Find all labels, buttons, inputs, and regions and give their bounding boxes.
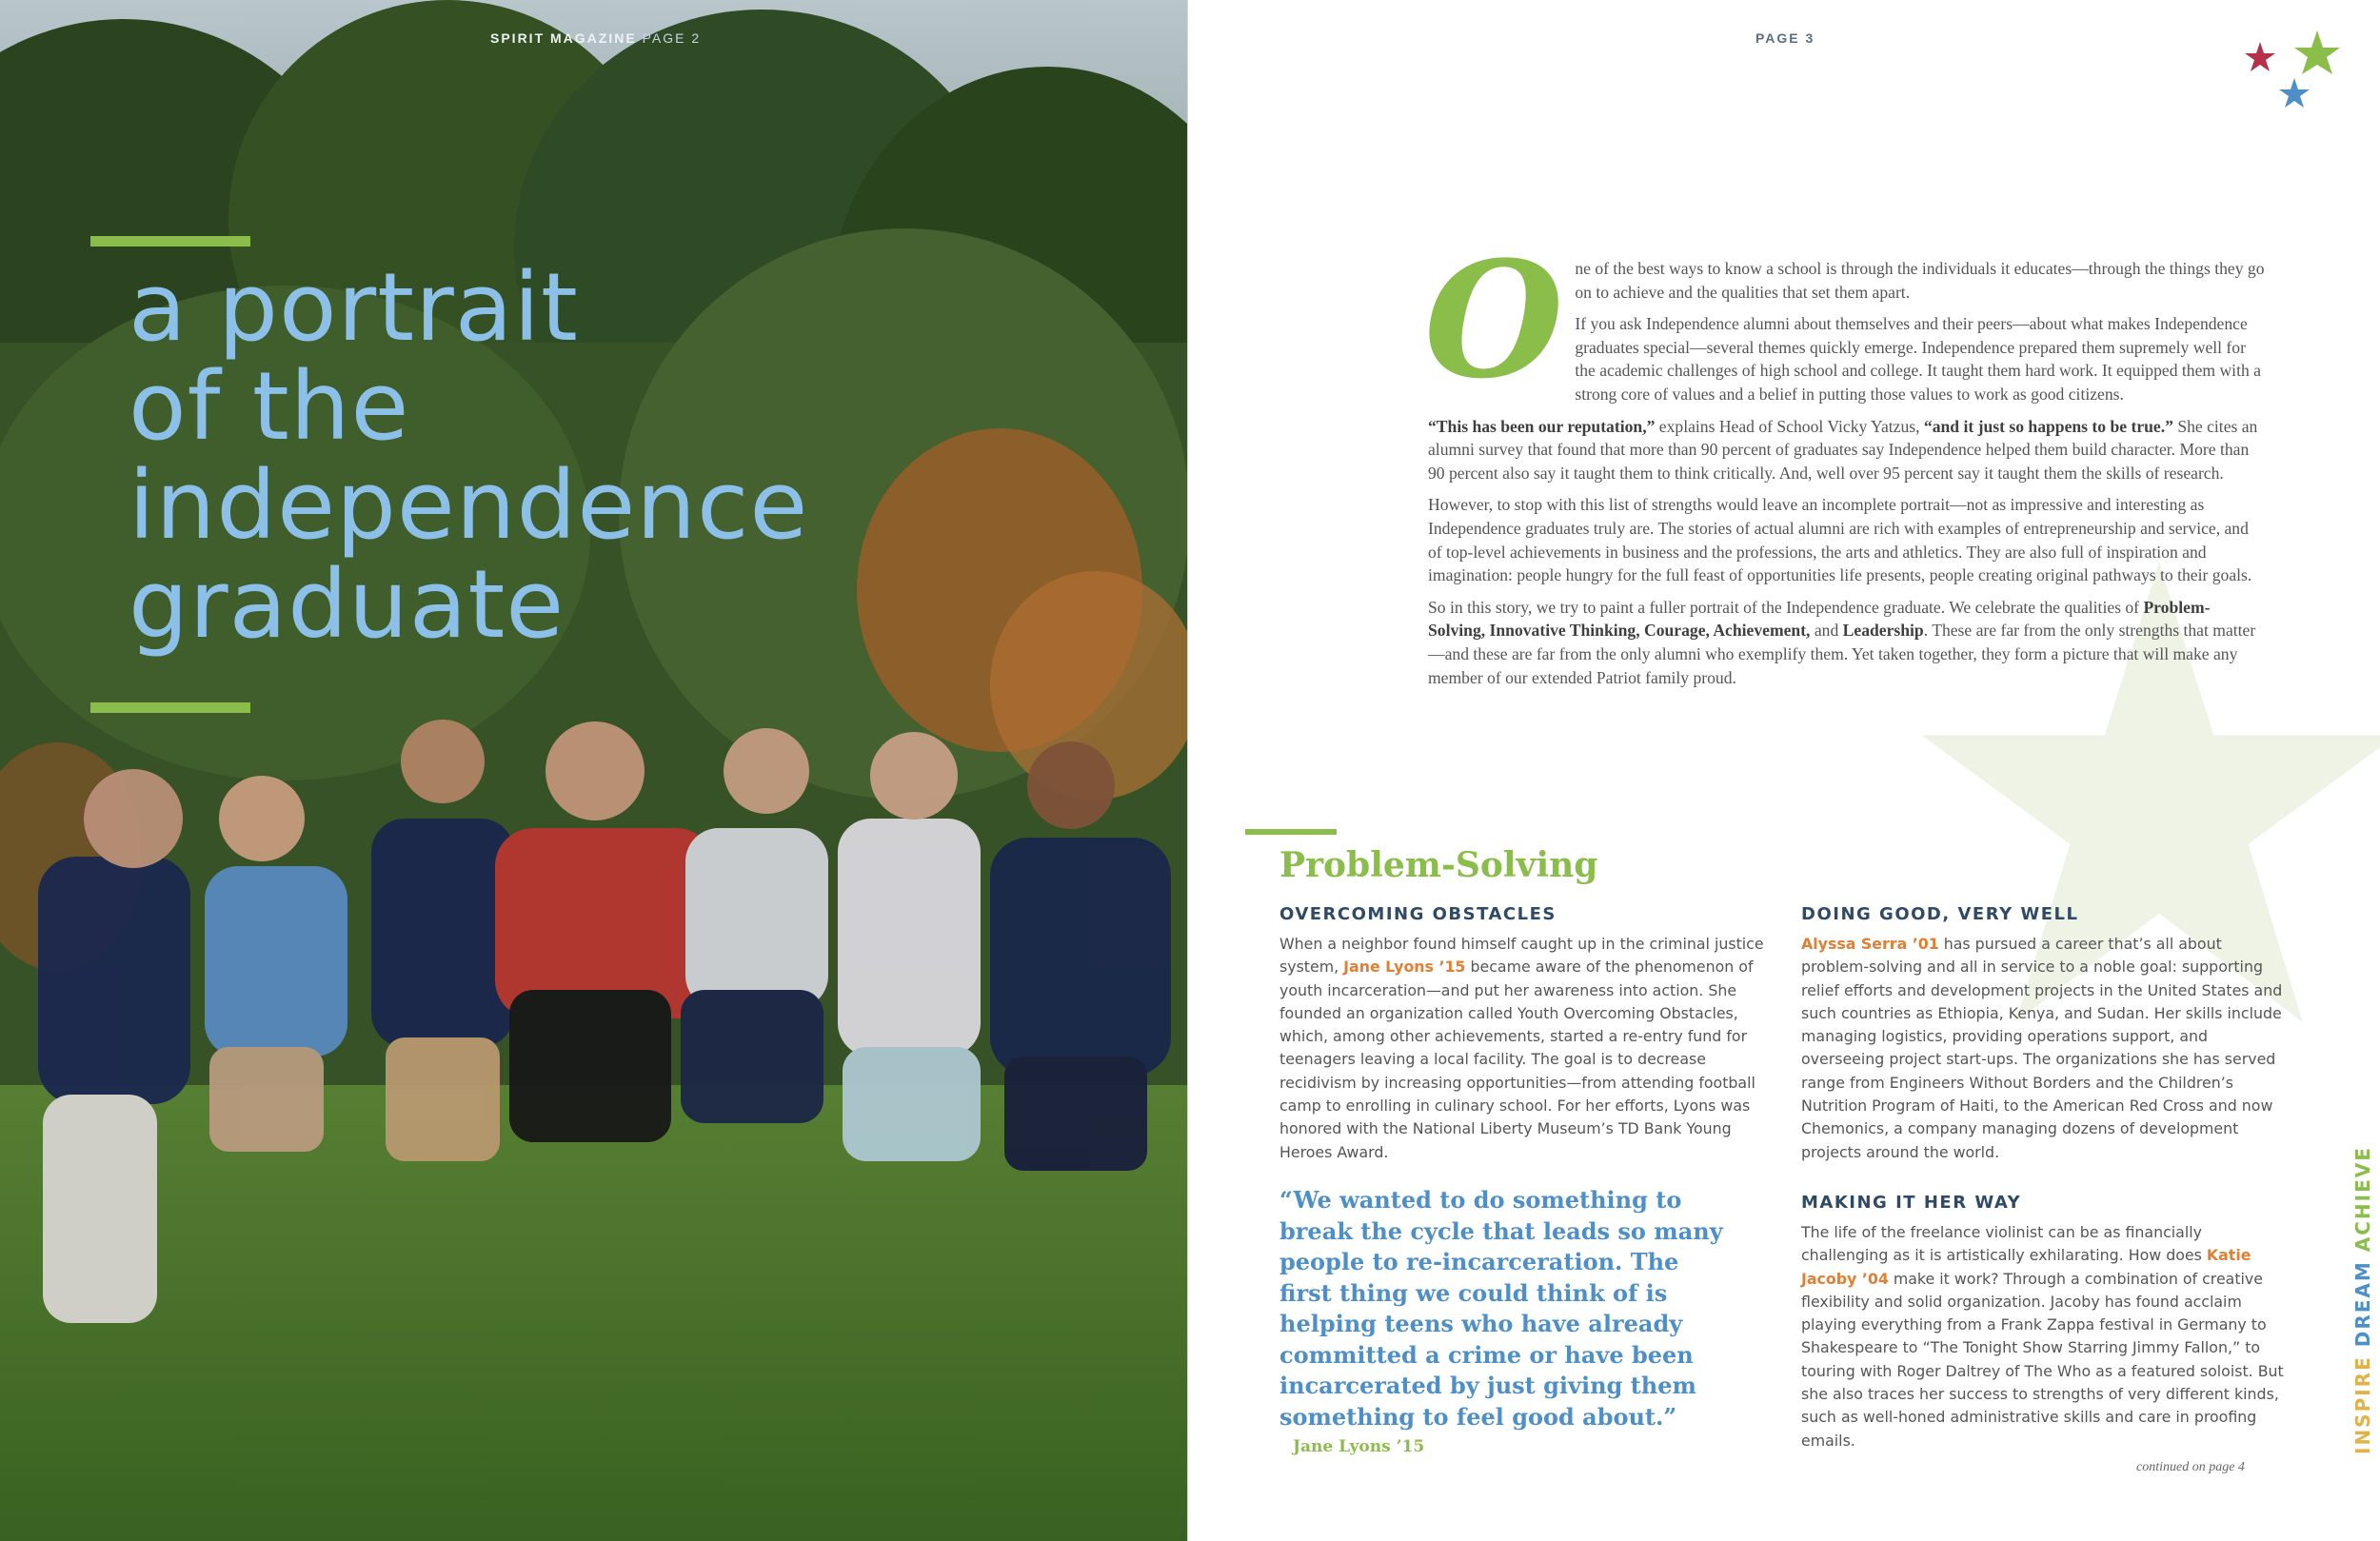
right-page — [1188, 0, 2380, 1541]
text-run: The life of the freelance violinist can be as financially challenging as it is artistically exhilarating. How does — [1801, 1223, 2207, 1265]
headline-line: of the — [129, 352, 410, 462]
intro-text — [1424, 226, 2266, 698]
pull-quote: “We wanted to do something to break the cycle that leads so many people to re-incarceration. The first thing we could think of is helping teens who have already committed a crime or have been incarcerated by just giving them something to feel good about.” — [1279, 1186, 1723, 1431]
headline — [129, 253, 809, 660]
alumni-name: Katie Jacoby ’04 — [1801, 1246, 2251, 1288]
article-body — [1801, 1221, 2291, 1452]
tagline-word: DREAM — [2351, 1260, 2374, 1348]
text-run: and — [1810, 621, 1843, 641]
text-run: became aware of the phenomenon of youth incarceration—and put her awareness into action. She founded an organization called Youth Overcoming Obstacles, which, among other achievements, started a re-entry fund for teenagers leaving a local facility. The goal is to decrease recidivism by increasing opportunities—from attending football camp to enrolling in culinary school. For her efforts, Lyons was honored with the National Liberty Museum’s TD Bank Young Heroes Award. — [1279, 958, 1755, 1161]
quote-bold: “This has been our reputation,” — [1428, 416, 1656, 436]
intro-paragraph-1: ne of the best ways to know a school is through the individuals it educates—through the things they go on to achieve and the qualities that set them apart. — [1575, 259, 2265, 302]
article-heading: DOING GOOD, VERY WELL — [1801, 904, 2079, 924]
article-body — [1801, 933, 2291, 1164]
page-header-left — [490, 30, 701, 46]
text-run: . These are far from the only strengths that matter—and these are far from the only alumni who exemplify them. Yet taken together, they form a picture that will make any member of our extended Patriot family proud. — [1428, 621, 2256, 687]
tagline — [2351, 1146, 2374, 1454]
quote-bold: “and it just so happens to be true.” — [1923, 416, 2173, 436]
article-body — [1279, 933, 1775, 1164]
tagline-word: INSPIRE — [2351, 1355, 2374, 1454]
stars-logo-icon — [2239, 27, 2363, 122]
headline-bottom-rule — [90, 702, 250, 713]
intro-paragraph-3 — [1428, 415, 2266, 485]
article-heading: MAKING IT HER WAY — [1801, 1193, 2022, 1213]
intro-paragraph-5 — [1428, 596, 2266, 689]
headline-line: independence — [129, 451, 809, 561]
left-page — [0, 0, 1188, 1541]
qualities-bold: Leadership — [1842, 621, 1924, 641]
text-run: She cites an alumni survey that found that more than 90 percent of graduates say Independence helped them build character. More than 90 percent also say it taught them to think critically. And, well over 95 percent say it taught them the skills of research. — [1428, 416, 2258, 483]
alumni-name: Jane Lyons ’15 — [1343, 958, 1466, 977]
headline-line: a portrait — [129, 253, 579, 363]
headline-top-rule — [90, 236, 250, 247]
text-run: has pursued a career that’s all about problem-solving and all in service to a noble goal: supporting relief efforts and development projects in the United States and such countries as Ethiopia, Kenya, and Sudan. Her skills include managing logistics, providing operations support, and overseeing project start-ups. The organizations she has served range from Engineers Without Borders and the Children’s Nutrition Program of Haiti, to the American Red Cross and now Chemonics, a company managing dozens of development projects around the world. — [1801, 935, 2283, 1161]
headline-line: graduate — [129, 550, 565, 660]
pull-quote-author: Jane Lyons ’15 — [1293, 1437, 1425, 1456]
qualities-bold: Problem-Solving, Innovative Thinking, Courage, Achievement, — [1428, 597, 2211, 641]
section-rule — [1245, 829, 1337, 835]
text-run: explains Head of School Vicky Yatzus, — [1655, 416, 1924, 436]
group-photo — [0, 0, 1188, 1541]
intro-paragraph-2: If you ask Independence alumni about themselves and their peers—about what makes Independence graduates special—several themes quickly emerge. Independence prepared them supremely well for the academic challenges of high school and college. It taught them hard work. It equipped them with a strong core of values and a belief in putting those values to work as good citizens. — [1575, 314, 2261, 404]
alumni-name: Alyssa Serra ’01 — [1801, 935, 1939, 953]
page-header-right: PAGE 3 — [1755, 30, 1815, 46]
text-run: make it work? Through a combination of creative flexibility and solid organization. Jacoby has found acclaim playing everything from a Frank Zappa festival in Germany to Shakespeare to “The Tonight Show Starring Jimmy Fallon,” to touring with Roger Daltrey of The Who as a featured soloist. But she also traces her success to strengths of very different kinds, such as well-honed administrative skills and care in proofing emails. — [1801, 1269, 2284, 1450]
article-heading: OVERCOMING OBSTACLES — [1279, 904, 1557, 924]
section-title: Problem-Solving — [1279, 845, 1598, 885]
magazine-name: SPIRIT MAGAZINE — [490, 30, 637, 46]
drop-cap: O — [1424, 226, 1564, 414]
text-run: So in this story, we try to paint a fuller portrait of the Independence graduate. We celebrate the qualities of — [1428, 597, 2144, 617]
intro-paragraph-4: However, to stop with this list of strengths would leave an incomplete portrait—not as impressive and interesting as Independence graduates truly are. The stories of actual alumni are rich with examples of entrepreneurship and service, and of top-level achievements in business and the professions, the arts and athletics. They are also full of inspiration and imagination: people hungry for the full feast of opportunities life presents, people creating original pathways to their goals. — [1428, 495, 2252, 585]
page-number: PAGE 2 — [642, 30, 702, 46]
text-run: When a neighbor found himself caught up in the criminal justice system, — [1279, 935, 1764, 977]
tagline-word: ACHIEVE — [2351, 1146, 2374, 1253]
continued-note: continued on page 4 — [2136, 1460, 2245, 1474]
